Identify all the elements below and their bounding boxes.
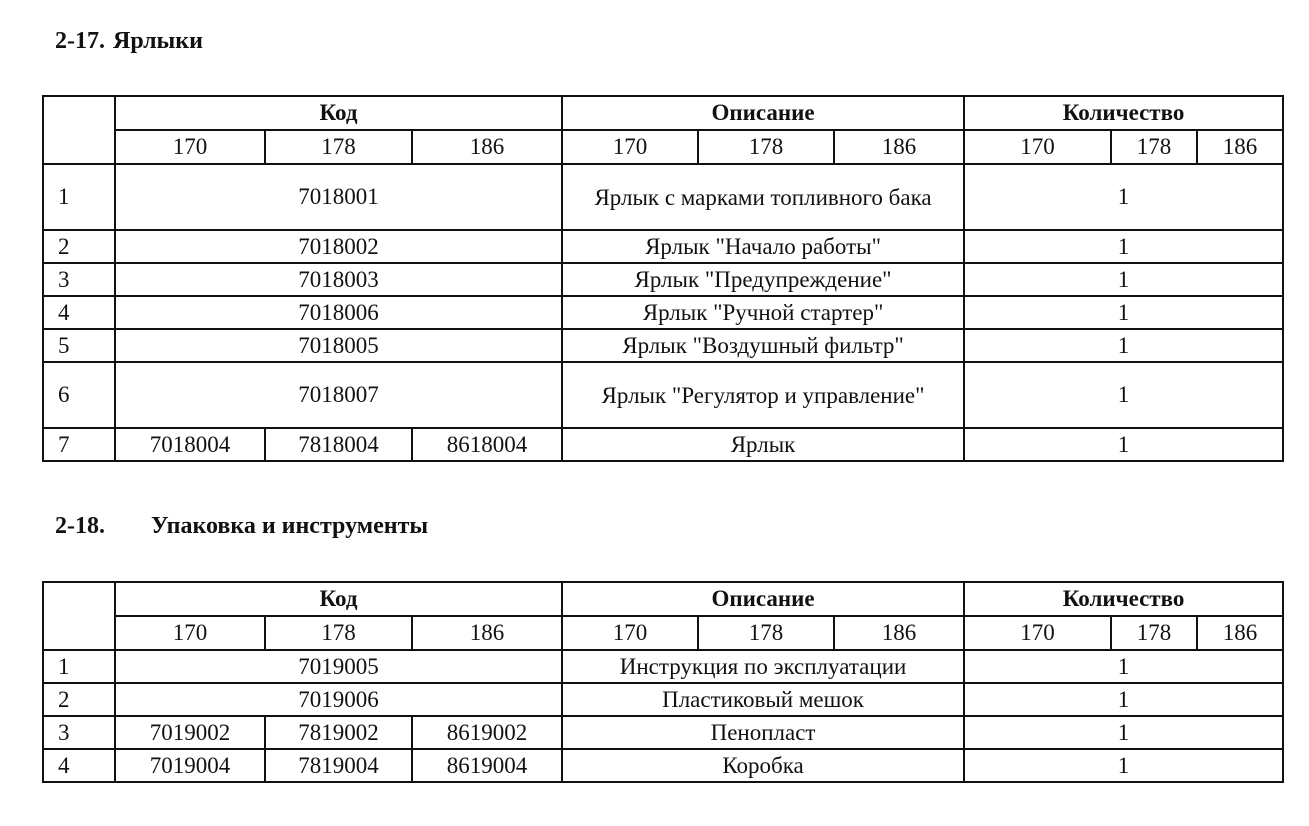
quantity-header: Количество xyxy=(964,96,1283,130)
model-header: 170 xyxy=(562,616,698,650)
part-quantity: 1 xyxy=(964,428,1283,461)
row-number: 1 xyxy=(43,164,115,230)
part-description: Ярлык "Ручной стартер" xyxy=(562,296,964,329)
part-code: 7019006 xyxy=(115,683,562,716)
part-quantity: 1 xyxy=(964,716,1283,749)
part-code: 7018004 xyxy=(115,428,265,461)
part-quantity: 1 xyxy=(964,362,1283,428)
section-number: 2-18. xyxy=(55,513,105,539)
description-header: Описание xyxy=(562,96,964,130)
part-description: Пенопласт xyxy=(562,716,964,749)
row-number: 1 xyxy=(43,650,115,683)
part-quantity: 1 xyxy=(964,650,1283,683)
section-title xyxy=(55,513,428,540)
part-code: 7019005 xyxy=(115,650,562,683)
table-row xyxy=(43,263,1283,296)
row-number: 4 xyxy=(43,749,115,782)
model-header: 186 xyxy=(834,616,964,650)
section-name: Упаковка и инструменты xyxy=(151,513,429,539)
model-header: 178 xyxy=(698,616,834,650)
part-description: Инструкция по эксплуатации xyxy=(562,650,964,683)
code-header: Код xyxy=(115,96,562,130)
part-code: 7018002 xyxy=(115,230,562,263)
part-quantity: 1 xyxy=(964,230,1283,263)
part-description: Коробка xyxy=(562,749,964,782)
model-header: 170 xyxy=(964,616,1111,650)
section-title xyxy=(55,28,203,55)
index-header xyxy=(43,96,115,164)
row-number: 2 xyxy=(43,683,115,716)
part-description: Ярлык с марками топливного бака xyxy=(562,164,964,230)
part-code: 8619004 xyxy=(412,749,562,782)
part-code: 8619002 xyxy=(412,716,562,749)
part-description: Ярлык xyxy=(562,428,964,461)
model-header: 170 xyxy=(562,130,698,164)
model-header: 170 xyxy=(115,130,265,164)
row-number: 6 xyxy=(43,362,115,428)
model-header: 186 xyxy=(412,616,562,650)
labels-table xyxy=(42,95,1284,462)
part-quantity: 1 xyxy=(964,683,1283,716)
section-name: Ярлыки xyxy=(113,28,203,54)
table-row xyxy=(43,650,1283,683)
row-number: 2 xyxy=(43,230,115,263)
part-description: Ярлык "Начало работы" xyxy=(562,230,964,263)
part-code: 8618004 xyxy=(412,428,562,461)
part-description: Ярлык "Воздушный фильтр" xyxy=(562,329,964,362)
model-header: 178 xyxy=(698,130,834,164)
row-number: 5 xyxy=(43,329,115,362)
table-row xyxy=(43,230,1283,263)
table-row xyxy=(43,749,1283,782)
table-row xyxy=(43,296,1283,329)
part-code: 7018003 xyxy=(115,263,562,296)
model-header: 178 xyxy=(265,616,412,650)
part-code: 7819002 xyxy=(265,716,412,749)
model-header: 170 xyxy=(964,130,1111,164)
model-header: 186 xyxy=(1197,616,1283,650)
table-row xyxy=(43,683,1283,716)
part-quantity: 1 xyxy=(964,749,1283,782)
index-header xyxy=(43,582,115,650)
table-row xyxy=(43,164,1283,230)
table-row xyxy=(43,428,1283,461)
row-number: 4 xyxy=(43,296,115,329)
row-number: 3 xyxy=(43,263,115,296)
part-quantity: 1 xyxy=(964,164,1283,230)
quantity-header: Количество xyxy=(964,582,1283,616)
part-description: Пластиковый мешок xyxy=(562,683,964,716)
table-row xyxy=(43,362,1283,428)
model-header: 178 xyxy=(1111,130,1197,164)
part-description: Ярлык "Предупреждение" xyxy=(562,263,964,296)
table-row xyxy=(43,329,1283,362)
model-header: 186 xyxy=(1197,130,1283,164)
part-description: Ярлык "Регулятор и управление" xyxy=(562,362,964,428)
model-header: 186 xyxy=(834,130,964,164)
packaging-table xyxy=(42,581,1284,783)
part-code: 7018007 xyxy=(115,362,562,428)
model-header: 170 xyxy=(115,616,265,650)
part-code: 7018001 xyxy=(115,164,562,230)
part-code: 7019004 xyxy=(115,749,265,782)
part-code: 7018005 xyxy=(115,329,562,362)
part-quantity: 1 xyxy=(964,296,1283,329)
part-quantity: 1 xyxy=(964,329,1283,362)
part-code: 7819004 xyxy=(265,749,412,782)
row-number: 3 xyxy=(43,716,115,749)
model-header: 178 xyxy=(265,130,412,164)
model-header: 178 xyxy=(1111,616,1197,650)
section-number: 2-17. xyxy=(55,28,105,54)
part-code: 7818004 xyxy=(265,428,412,461)
part-code: 7019002 xyxy=(115,716,265,749)
model-header: 186 xyxy=(412,130,562,164)
part-quantity: 1 xyxy=(964,263,1283,296)
part-code: 7018006 xyxy=(115,296,562,329)
description-header: Описание xyxy=(562,582,964,616)
row-number: 7 xyxy=(43,428,115,461)
code-header: Код xyxy=(115,582,562,616)
table-row xyxy=(43,716,1283,749)
